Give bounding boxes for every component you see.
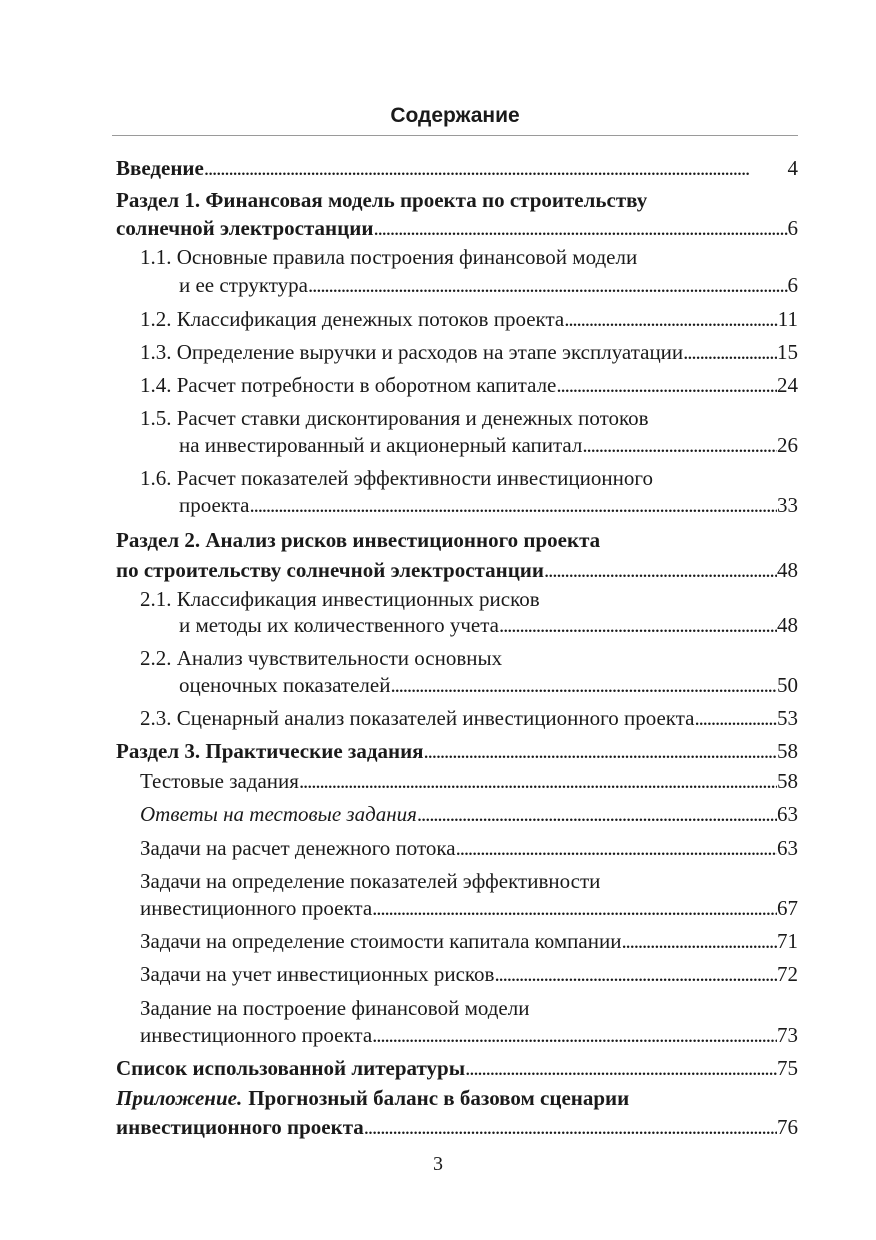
toc-page-number: 6 bbox=[787, 216, 798, 240]
leader-dots bbox=[373, 214, 787, 242]
toc-entry-efficiency-tasks-line1[interactable] bbox=[140, 867, 798, 895]
toc-page-number: 58 bbox=[777, 739, 798, 763]
toc-entry-title: 1.3. Определение выручки и расходов на этапе эксплуатации bbox=[140, 340, 684, 364]
toc-page-number: 63 bbox=[777, 836, 798, 860]
toc-entry-title: инвестиционного проекта bbox=[140, 1023, 373, 1047]
toc-entry-title: Тестовые задания bbox=[140, 769, 299, 793]
toc-entry-title: оценочных показателей bbox=[179, 673, 391, 697]
leader-dots bbox=[372, 1021, 777, 1049]
toc-entry-1-3[interactable] bbox=[140, 338, 798, 366]
title-divider bbox=[112, 135, 798, 136]
toc-page-number: 75 bbox=[777, 1056, 798, 1080]
toc-entry-2-2-line1[interactable] bbox=[140, 644, 798, 672]
toc-entry-title: по строительству солнечной электростанции bbox=[116, 558, 545, 582]
toc-page-number: 71 bbox=[777, 929, 798, 953]
leader-dots bbox=[390, 671, 777, 699]
toc-entry-section-2-line2[interactable] bbox=[116, 556, 798, 584]
toc-entry-section-3[interactable] bbox=[116, 737, 798, 765]
toc-entry-title: 2.3. Сценарный анализ показателей инвестиционного проекта bbox=[140, 706, 695, 730]
toc-page-number: 4 bbox=[787, 156, 798, 180]
toc-page-number: 58 bbox=[777, 769, 798, 793]
toc-entry-title: Раздел 3. Практические задания bbox=[116, 739, 424, 763]
toc-page-number: 53 bbox=[777, 706, 798, 730]
toc-entry-title: Задачи на определение показателей эффективности bbox=[140, 869, 601, 893]
leader-dots bbox=[544, 556, 777, 584]
toc-entry-2-1-line1[interactable] bbox=[140, 585, 798, 613]
leader-dots bbox=[250, 491, 778, 519]
leader-dots bbox=[499, 611, 777, 639]
toc-entry-title: Ответы на тестовые задания bbox=[140, 802, 417, 826]
toc-entry-title: инвестиционного проекта bbox=[116, 1115, 364, 1139]
toc-entry-title: Раздел 2. Анализ рисков инвестиционного проекта bbox=[116, 528, 601, 552]
leader-dots bbox=[556, 371, 777, 399]
leader-dots bbox=[417, 800, 777, 828]
toc-entry-title: на инвестированный и акционерный капитал bbox=[179, 433, 583, 457]
toc-entry-title: Задачи на определение стоимости капитала компании bbox=[140, 929, 622, 953]
toc-entry-title: 1.6. Расчет показателей эффективности инвестиционного bbox=[140, 466, 653, 490]
toc-entry-title: 2.1. Классификация инвестиционных рисков bbox=[140, 587, 540, 611]
toc-entry-title: 1.1. Основные правила построения финансовой модели bbox=[140, 245, 638, 269]
toc-entry-section-2-line1[interactable] bbox=[116, 526, 798, 554]
toc-page-number: 26 bbox=[777, 433, 798, 457]
toc-page-number: 6 bbox=[787, 273, 798, 297]
toc-entry-tests[interactable] bbox=[140, 767, 798, 795]
toc-page-number: 24 bbox=[777, 373, 798, 397]
toc-entry-2-1-line2[interactable] bbox=[179, 611, 798, 639]
toc-entry-title: 1.5. Расчет ставки дисконтирования и денежных потоков bbox=[140, 406, 649, 430]
leader-dots bbox=[308, 271, 787, 299]
leader-dots bbox=[372, 894, 777, 922]
toc-page-number: 48 bbox=[777, 558, 798, 582]
toc-entry-1-1-line2[interactable] bbox=[179, 271, 798, 299]
toc-page-number: 15 bbox=[777, 340, 798, 364]
leader-dots bbox=[465, 1054, 777, 1082]
leader-dots bbox=[621, 927, 777, 955]
toc-page-number: 50 bbox=[777, 673, 798, 697]
toc-entry-test-answers[interactable] bbox=[140, 800, 798, 828]
toc-entry-1-2[interactable] bbox=[140, 305, 798, 333]
leader-dots bbox=[694, 704, 777, 732]
toc-entry-1-1-line1[interactable] bbox=[140, 243, 798, 271]
toc-entry-title: и ее структура bbox=[179, 273, 309, 297]
toc-entry-appendix-line2[interactable] bbox=[116, 1113, 798, 1141]
toc-entry-2-3[interactable] bbox=[140, 704, 798, 732]
toc-entry-capital-cost-tasks[interactable] bbox=[140, 927, 798, 955]
toc-entry-title: Задачи на учет инвестиционных рисков bbox=[140, 962, 495, 986]
toc-entry-risk-tasks[interactable] bbox=[140, 960, 798, 988]
leader-dots bbox=[582, 431, 777, 459]
toc-entry-title: Прогнозный баланс в базовом сценарии bbox=[248, 1086, 630, 1110]
toc-entry-title: Введение bbox=[116, 156, 204, 180]
leader-dots bbox=[456, 834, 777, 862]
toc-page-number: 33 bbox=[777, 493, 798, 517]
toc-entry-title: 1.4. Расчет потребности в оборотном капитале bbox=[140, 373, 557, 397]
toc-entry-references[interactable] bbox=[116, 1054, 798, 1082]
toc-entry-1-6-line2[interactable] bbox=[179, 491, 798, 519]
toc-page-number: 67 bbox=[777, 896, 798, 920]
toc-entry-1-5-line2[interactable] bbox=[179, 431, 798, 459]
toc-entry-introduction[interactable] bbox=[116, 154, 798, 182]
toc-page-number: 11 bbox=[777, 307, 798, 331]
toc-entry-model-task-line2[interactable] bbox=[140, 1021, 798, 1049]
leader-dots bbox=[364, 1113, 777, 1141]
toc-entry-title: Задачи на расчет денежного потока bbox=[140, 836, 456, 860]
toc-page-number: 72 bbox=[777, 962, 798, 986]
toc-entry-title: Список использованной литературы bbox=[116, 1056, 466, 1080]
leader-dots bbox=[204, 154, 788, 182]
leader-dots bbox=[564, 305, 778, 333]
page-title: Содержание bbox=[390, 104, 520, 127]
toc-entry-efficiency-tasks-line2[interactable] bbox=[140, 894, 798, 922]
toc-entry-label: Приложение. bbox=[116, 1086, 243, 1110]
toc-page-number: 73 bbox=[777, 1023, 798, 1047]
toc-entry-section-1-line1[interactable] bbox=[116, 186, 798, 214]
leader-dots bbox=[299, 767, 777, 795]
toc-entry-appendix-line1[interactable] bbox=[116, 1084, 798, 1112]
leader-dots bbox=[494, 960, 777, 988]
toc-entry-title: Задание на построение финансовой модели bbox=[140, 996, 530, 1020]
toc-entry-cashflow-tasks[interactable] bbox=[140, 834, 798, 862]
toc-entry-1-4[interactable] bbox=[140, 371, 798, 399]
toc-page-number: 63 bbox=[777, 802, 798, 826]
toc-entry-title: 1.2. Классификация денежных потоков проекта bbox=[140, 307, 565, 331]
toc-entry-title: инвестиционного проекта bbox=[140, 896, 373, 920]
leader-dots bbox=[424, 737, 777, 765]
toc-entry-1-5-line1[interactable] bbox=[140, 404, 798, 432]
toc-entry-title: и методы их количественного учета bbox=[179, 613, 499, 637]
toc-entry-title: 2.2. Анализ чувствительности основных bbox=[140, 646, 503, 670]
leader-dots bbox=[683, 338, 777, 366]
toc-entry-model-task-line1[interactable] bbox=[140, 994, 798, 1022]
toc-entry-2-2-line2[interactable] bbox=[179, 671, 798, 699]
toc-entry-title: проекта bbox=[179, 493, 250, 517]
toc-entry-title: Раздел 1. Финансовая модель проекта по строительству bbox=[116, 188, 648, 212]
toc-page-number: 48 bbox=[777, 613, 798, 637]
toc-page-number: 76 bbox=[777, 1115, 798, 1139]
toc-entry-title: солнечной электростанции bbox=[116, 216, 374, 240]
page-number: 3 bbox=[433, 1153, 443, 1175]
toc-entry-1-6-line1[interactable] bbox=[140, 464, 798, 492]
toc-entry-section-1-line2[interactable] bbox=[116, 214, 798, 242]
